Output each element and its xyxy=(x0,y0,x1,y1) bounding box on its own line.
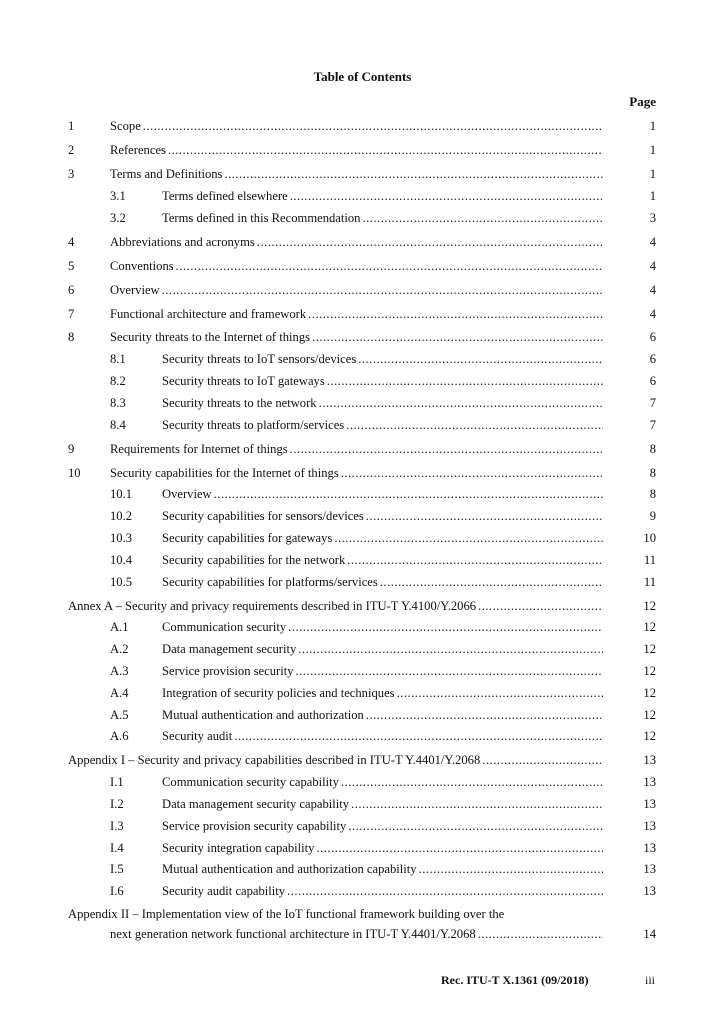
toc-entry[interactable] xyxy=(0,484,725,506)
toc-entry-title: Scope xyxy=(110,119,141,133)
toc-entry-title: Communication security capability xyxy=(162,775,339,790)
toc-entry[interactable] xyxy=(0,349,725,371)
dot-leader xyxy=(224,164,603,186)
toc-entry[interactable] xyxy=(0,506,725,528)
toc-entry-page: 13 xyxy=(643,775,656,790)
toc-entry-page: 13 xyxy=(643,884,656,899)
toc-entry-page: 7 xyxy=(649,417,656,432)
toc-entry-number: I.3 xyxy=(110,818,124,833)
toc-entry-title-wrap xyxy=(110,327,603,349)
toc-entry-title: Security audit capability xyxy=(162,884,286,899)
toc-entry-title: Conventions xyxy=(110,258,174,273)
toc-entry-title: Terms defined in this Recommendation xyxy=(162,210,361,225)
dot-leader xyxy=(346,415,603,437)
toc-entry-page: 4 xyxy=(649,306,656,321)
dot-leader xyxy=(143,116,603,138)
toc-entry[interactable] xyxy=(0,208,725,230)
toc-entry[interactable] xyxy=(0,572,725,594)
toc-entry-title: Security threats to IoT gateways xyxy=(162,374,325,389)
toc-title: Table of Contents xyxy=(313,69,412,84)
toc-entry-title-wrap xyxy=(110,280,603,302)
toc-entry[interactable] xyxy=(0,838,725,860)
toc-entry-title: Data management security xyxy=(162,642,297,657)
toc-entry[interactable] xyxy=(0,304,725,326)
toc-entry[interactable] xyxy=(0,617,725,639)
table-of-contents xyxy=(0,116,725,945)
toc-entry-number: 10.2 xyxy=(110,509,133,524)
dot-leader xyxy=(351,794,603,816)
toc-entry-title: Security capabilities for platforms/services xyxy=(162,574,378,589)
toc-entry-title: Communication security xyxy=(162,620,287,635)
dot-leader xyxy=(214,484,603,506)
dot-leader xyxy=(176,256,603,278)
dot-leader xyxy=(397,683,603,705)
toc-entry-page: 4 xyxy=(649,258,656,273)
toc-entry-title-wrap xyxy=(162,550,603,572)
toc-entry-title-wrap xyxy=(110,116,603,138)
toc-entry[interactable] xyxy=(0,116,725,138)
toc-entry[interactable] xyxy=(0,772,725,794)
toc-entry-title: Mutual authentication and authorization xyxy=(162,707,364,722)
toc-entry[interactable] xyxy=(0,393,725,415)
toc-entry-title-wrap xyxy=(110,232,603,254)
toc-entry-page: 13 xyxy=(643,796,656,811)
toc-entry-page: 8 xyxy=(649,487,656,502)
toc-entry-title-wrap xyxy=(162,528,603,550)
toc-entry-page: 4 xyxy=(649,282,656,297)
toc-entry-number: 6 xyxy=(68,282,75,297)
toc-entry-title: Security threats to the network xyxy=(162,395,317,410)
toc-entry-title-wrap xyxy=(162,186,603,208)
toc-entry-page: 13 xyxy=(643,840,656,855)
dot-leader xyxy=(288,617,603,639)
dot-leader xyxy=(341,463,603,485)
toc-entry-page: 6 xyxy=(649,374,656,389)
toc-entry[interactable] xyxy=(0,463,725,485)
dot-leader xyxy=(290,186,603,208)
toc-entry-page: 10 xyxy=(643,531,656,546)
toc-entry-page: 3 xyxy=(649,210,656,225)
toc-entry-number: A.5 xyxy=(110,707,129,722)
toc-entry-number: I.4 xyxy=(110,840,124,855)
dot-leader xyxy=(358,349,603,371)
dot-leader xyxy=(319,393,603,415)
dot-leader xyxy=(419,859,603,881)
toc-entry-title-wrap xyxy=(162,208,603,230)
toc-entry-title: Security capabilities for sensors/devices xyxy=(162,509,364,524)
dot-leader xyxy=(348,816,603,838)
toc-entry-title: Data management security capability xyxy=(162,796,350,811)
toc-entry-title-wrap xyxy=(162,393,603,415)
toc-entry[interactable] xyxy=(0,140,725,162)
toc-entry-title-wrap xyxy=(162,881,603,903)
dot-leader xyxy=(366,506,603,528)
dot-leader xyxy=(341,772,603,794)
toc-entry-title-wrap xyxy=(162,617,603,639)
dot-leader xyxy=(234,726,603,748)
toc-entry-number: 8 xyxy=(68,330,75,345)
toc-entry[interactable] xyxy=(0,816,725,838)
dot-leader xyxy=(327,371,603,393)
dot-leader xyxy=(316,838,603,860)
toc-entry-number: I.1 xyxy=(110,775,124,790)
toc-entry[interactable] xyxy=(0,683,725,705)
toc-entry-number: 2 xyxy=(68,142,75,157)
toc-entry-appendix-ii[interactable] xyxy=(0,905,725,945)
toc-entry[interactable] xyxy=(0,232,725,254)
toc-entry-number: 10.3 xyxy=(110,531,133,546)
toc-entry[interactable] xyxy=(0,726,725,748)
toc-entry-title: Functional architecture and framework xyxy=(110,306,307,321)
toc-entry-title-line1: Appendix II – Implementation view of the IoT functional framework building over the xyxy=(68,907,505,922)
toc-entry[interactable] xyxy=(0,596,725,618)
toc-entry-title-wrap xyxy=(110,164,603,186)
toc-entry-title-wrap xyxy=(68,750,603,772)
dot-leader xyxy=(287,881,603,903)
toc-entry-title-wrap xyxy=(162,349,603,371)
toc-entry-title: Appendix I – Security and privacy capabilities described in ITU-T Y.4401/Y.2068 xyxy=(68,753,481,768)
toc-entry-title: Mutual authentication and authorization capability xyxy=(162,862,417,877)
toc-entry-title-wrap xyxy=(110,463,603,485)
toc-entry-number: A.6 xyxy=(110,729,129,744)
toc-entry-title-wrap xyxy=(162,661,603,683)
toc-entry[interactable] xyxy=(0,859,725,881)
toc-entry-title-wrap xyxy=(162,506,603,528)
toc-entry[interactable] xyxy=(0,186,725,208)
toc-entry-page: 6 xyxy=(649,352,656,367)
toc-entry-number: 10.1 xyxy=(110,487,133,502)
toc-entry[interactable] xyxy=(0,661,725,683)
toc-entry-page: 14 xyxy=(643,927,656,942)
toc-entry-title: Requirements for Internet of things xyxy=(110,441,288,456)
toc-entry-title-wrap xyxy=(162,838,603,860)
toc-entry-number: 8.1 xyxy=(110,352,126,367)
toc-entry-title-wrap xyxy=(162,484,603,506)
recommendation-id: Rec. ITU-T X.1361 (09/2018) xyxy=(441,973,589,987)
toc-entry-title: Service provision security xyxy=(162,664,294,678)
toc-entry-number: A.4 xyxy=(110,685,129,700)
toc-entry-number: 1 xyxy=(68,119,75,133)
toc-entry-number: 10 xyxy=(68,465,81,480)
toc-entry-page: 1 xyxy=(649,188,656,203)
dot-leader xyxy=(362,208,603,230)
toc-entry-number: A.2 xyxy=(110,642,129,657)
toc-entry-title: Security audit xyxy=(162,729,233,744)
toc-entry-title-wrap xyxy=(162,683,603,705)
toc-entry-title-wrap xyxy=(162,859,603,881)
toc-entry-number: 3.2 xyxy=(110,210,126,225)
toc-entry-number: 8.3 xyxy=(110,395,126,410)
toc-entry-page: 12 xyxy=(643,620,656,635)
toc-entry-title: Security threats to platform/services xyxy=(162,417,345,432)
toc-entry-title-wrap xyxy=(162,639,603,661)
dot-leader xyxy=(257,232,603,254)
toc-entry-title: Abbreviations and acronyms xyxy=(110,234,255,249)
toc-entry[interactable] xyxy=(0,415,725,437)
toc-entry[interactable] xyxy=(0,750,725,772)
toc-entry-page: 9 xyxy=(649,509,656,524)
toc-entry-title-wrap xyxy=(110,924,603,944)
toc-entry-page: 8 xyxy=(649,465,656,480)
dot-leader xyxy=(478,924,603,944)
toc-entry-title-wrap xyxy=(162,816,603,838)
toc-entry-title: Service provision security capability xyxy=(162,818,347,833)
toc-entry[interactable] xyxy=(0,371,725,393)
toc-entry[interactable] xyxy=(0,327,725,349)
toc-entry[interactable] xyxy=(0,528,725,550)
toc-entry-title-wrap xyxy=(162,794,603,816)
dot-leader xyxy=(298,639,603,661)
toc-entry-number: I.2 xyxy=(110,796,124,811)
toc-entry[interactable] xyxy=(0,550,725,572)
dot-leader xyxy=(478,596,603,618)
toc-entry-title: Integration of security policies and techniques xyxy=(162,685,395,700)
toc-entry-page: 13 xyxy=(643,753,656,768)
toc-entry-title: Overview xyxy=(162,487,212,502)
toc-entry-page: 7 xyxy=(649,395,656,410)
toc-entry[interactable] xyxy=(0,256,725,278)
toc-entry-page: 1 xyxy=(649,119,656,133)
toc-entry-title-wrap xyxy=(110,140,603,162)
page-number: iii xyxy=(644,973,655,987)
toc-entry-title: Terms defined elsewhere xyxy=(162,188,288,203)
toc-entry-number: 3.1 xyxy=(110,188,126,203)
toc-entry-title: Terms and Definitions xyxy=(110,166,223,181)
toc-entry-title: Security integration capability xyxy=(162,840,315,855)
toc-entry[interactable] xyxy=(0,280,725,302)
toc-entry-number: 8.2 xyxy=(110,374,126,389)
dot-leader xyxy=(366,705,603,727)
toc-entry-number: I.6 xyxy=(110,884,124,899)
toc-entry-page: 8 xyxy=(649,441,656,456)
toc-entry-title-wrap xyxy=(162,371,603,393)
toc-entry-page: 1 xyxy=(649,166,656,181)
toc-entry-title-wrap xyxy=(162,726,603,748)
toc-entry-page: 12 xyxy=(643,642,656,657)
dot-leader xyxy=(168,140,603,162)
toc-entry-title: Security threats to the Internet of things xyxy=(110,330,311,345)
toc-entry-number: 7 xyxy=(68,306,75,321)
dot-leader xyxy=(347,550,603,572)
toc-entry-page: 1 xyxy=(649,142,656,157)
toc-entry-title: Annex A – Security and privacy requirements described in ITU-T Y.4100/Y.2066 xyxy=(68,598,477,613)
toc-entry-number: A.3 xyxy=(110,664,129,678)
toc-entry[interactable] xyxy=(0,794,725,816)
toc-entry-title: References xyxy=(110,142,166,157)
toc-entry-title-line2: next generation network functional architecture in ITU-T Y.4401/Y.2068 xyxy=(110,927,476,942)
toc-entry-title: Security capabilities for gateways xyxy=(162,531,333,546)
toc-entry-title: Security threats to IoT sensors/devices xyxy=(162,352,357,367)
toc-entry-number: 3 xyxy=(68,166,75,181)
toc-entry-page: 12 xyxy=(643,729,656,744)
toc-entry-number: 8.4 xyxy=(110,417,126,432)
dot-leader xyxy=(380,572,603,594)
toc-entry[interactable] xyxy=(0,439,725,461)
toc-entry-page: 12 xyxy=(643,664,656,678)
dot-leader xyxy=(334,528,603,550)
toc-entry[interactable] xyxy=(0,705,725,727)
dot-leader xyxy=(296,661,603,683)
dot-leader xyxy=(162,280,603,302)
toc-entry-number: 10.5 xyxy=(110,574,133,589)
toc-entry-number: 4 xyxy=(68,234,75,249)
toc-entry-page: 13 xyxy=(643,862,656,877)
toc-entry-title: Overview xyxy=(110,282,160,297)
toc-entry-title-wrap xyxy=(162,572,603,594)
toc-entry-page: 6 xyxy=(649,330,656,345)
toc-entry[interactable] xyxy=(0,639,725,661)
toc-entry-number: 10.4 xyxy=(110,552,133,567)
toc-entry-page: 4 xyxy=(649,234,656,249)
toc-entry-title: Security capabilities for the network xyxy=(162,552,346,567)
toc-entry-title-wrap xyxy=(110,439,603,461)
toc-entry-number: I.5 xyxy=(110,862,124,877)
dot-leader xyxy=(482,750,603,772)
toc-entry-number: 5 xyxy=(68,258,75,273)
toc-entry-page: 11 xyxy=(643,552,656,567)
page-column-header: Page xyxy=(629,94,656,109)
toc-entry-title-wrap xyxy=(68,596,603,618)
toc-entry-title-wrap xyxy=(110,304,603,326)
toc-entry-number: A.1 xyxy=(110,620,129,635)
toc-entry[interactable] xyxy=(0,164,725,186)
dot-leader xyxy=(308,304,603,326)
toc-entry[interactable] xyxy=(0,881,725,903)
toc-entry-title: Security capabilities for the Internet of things xyxy=(110,465,339,480)
toc-entry-title-wrap xyxy=(162,415,603,437)
toc-entry-title-wrap xyxy=(162,772,603,794)
toc-entry-title-wrap xyxy=(110,256,603,278)
toc-entry-page: 12 xyxy=(643,685,656,700)
toc-entry-page: 12 xyxy=(643,707,656,722)
toc-entry-page: 13 xyxy=(643,818,656,833)
dot-leader xyxy=(290,439,603,461)
toc-entry-page: 11 xyxy=(643,574,656,589)
dot-leader xyxy=(312,327,603,349)
toc-entry-title-wrap xyxy=(162,705,603,727)
toc-entry-page: 12 xyxy=(643,598,656,613)
toc-entry-number: 9 xyxy=(68,441,75,456)
